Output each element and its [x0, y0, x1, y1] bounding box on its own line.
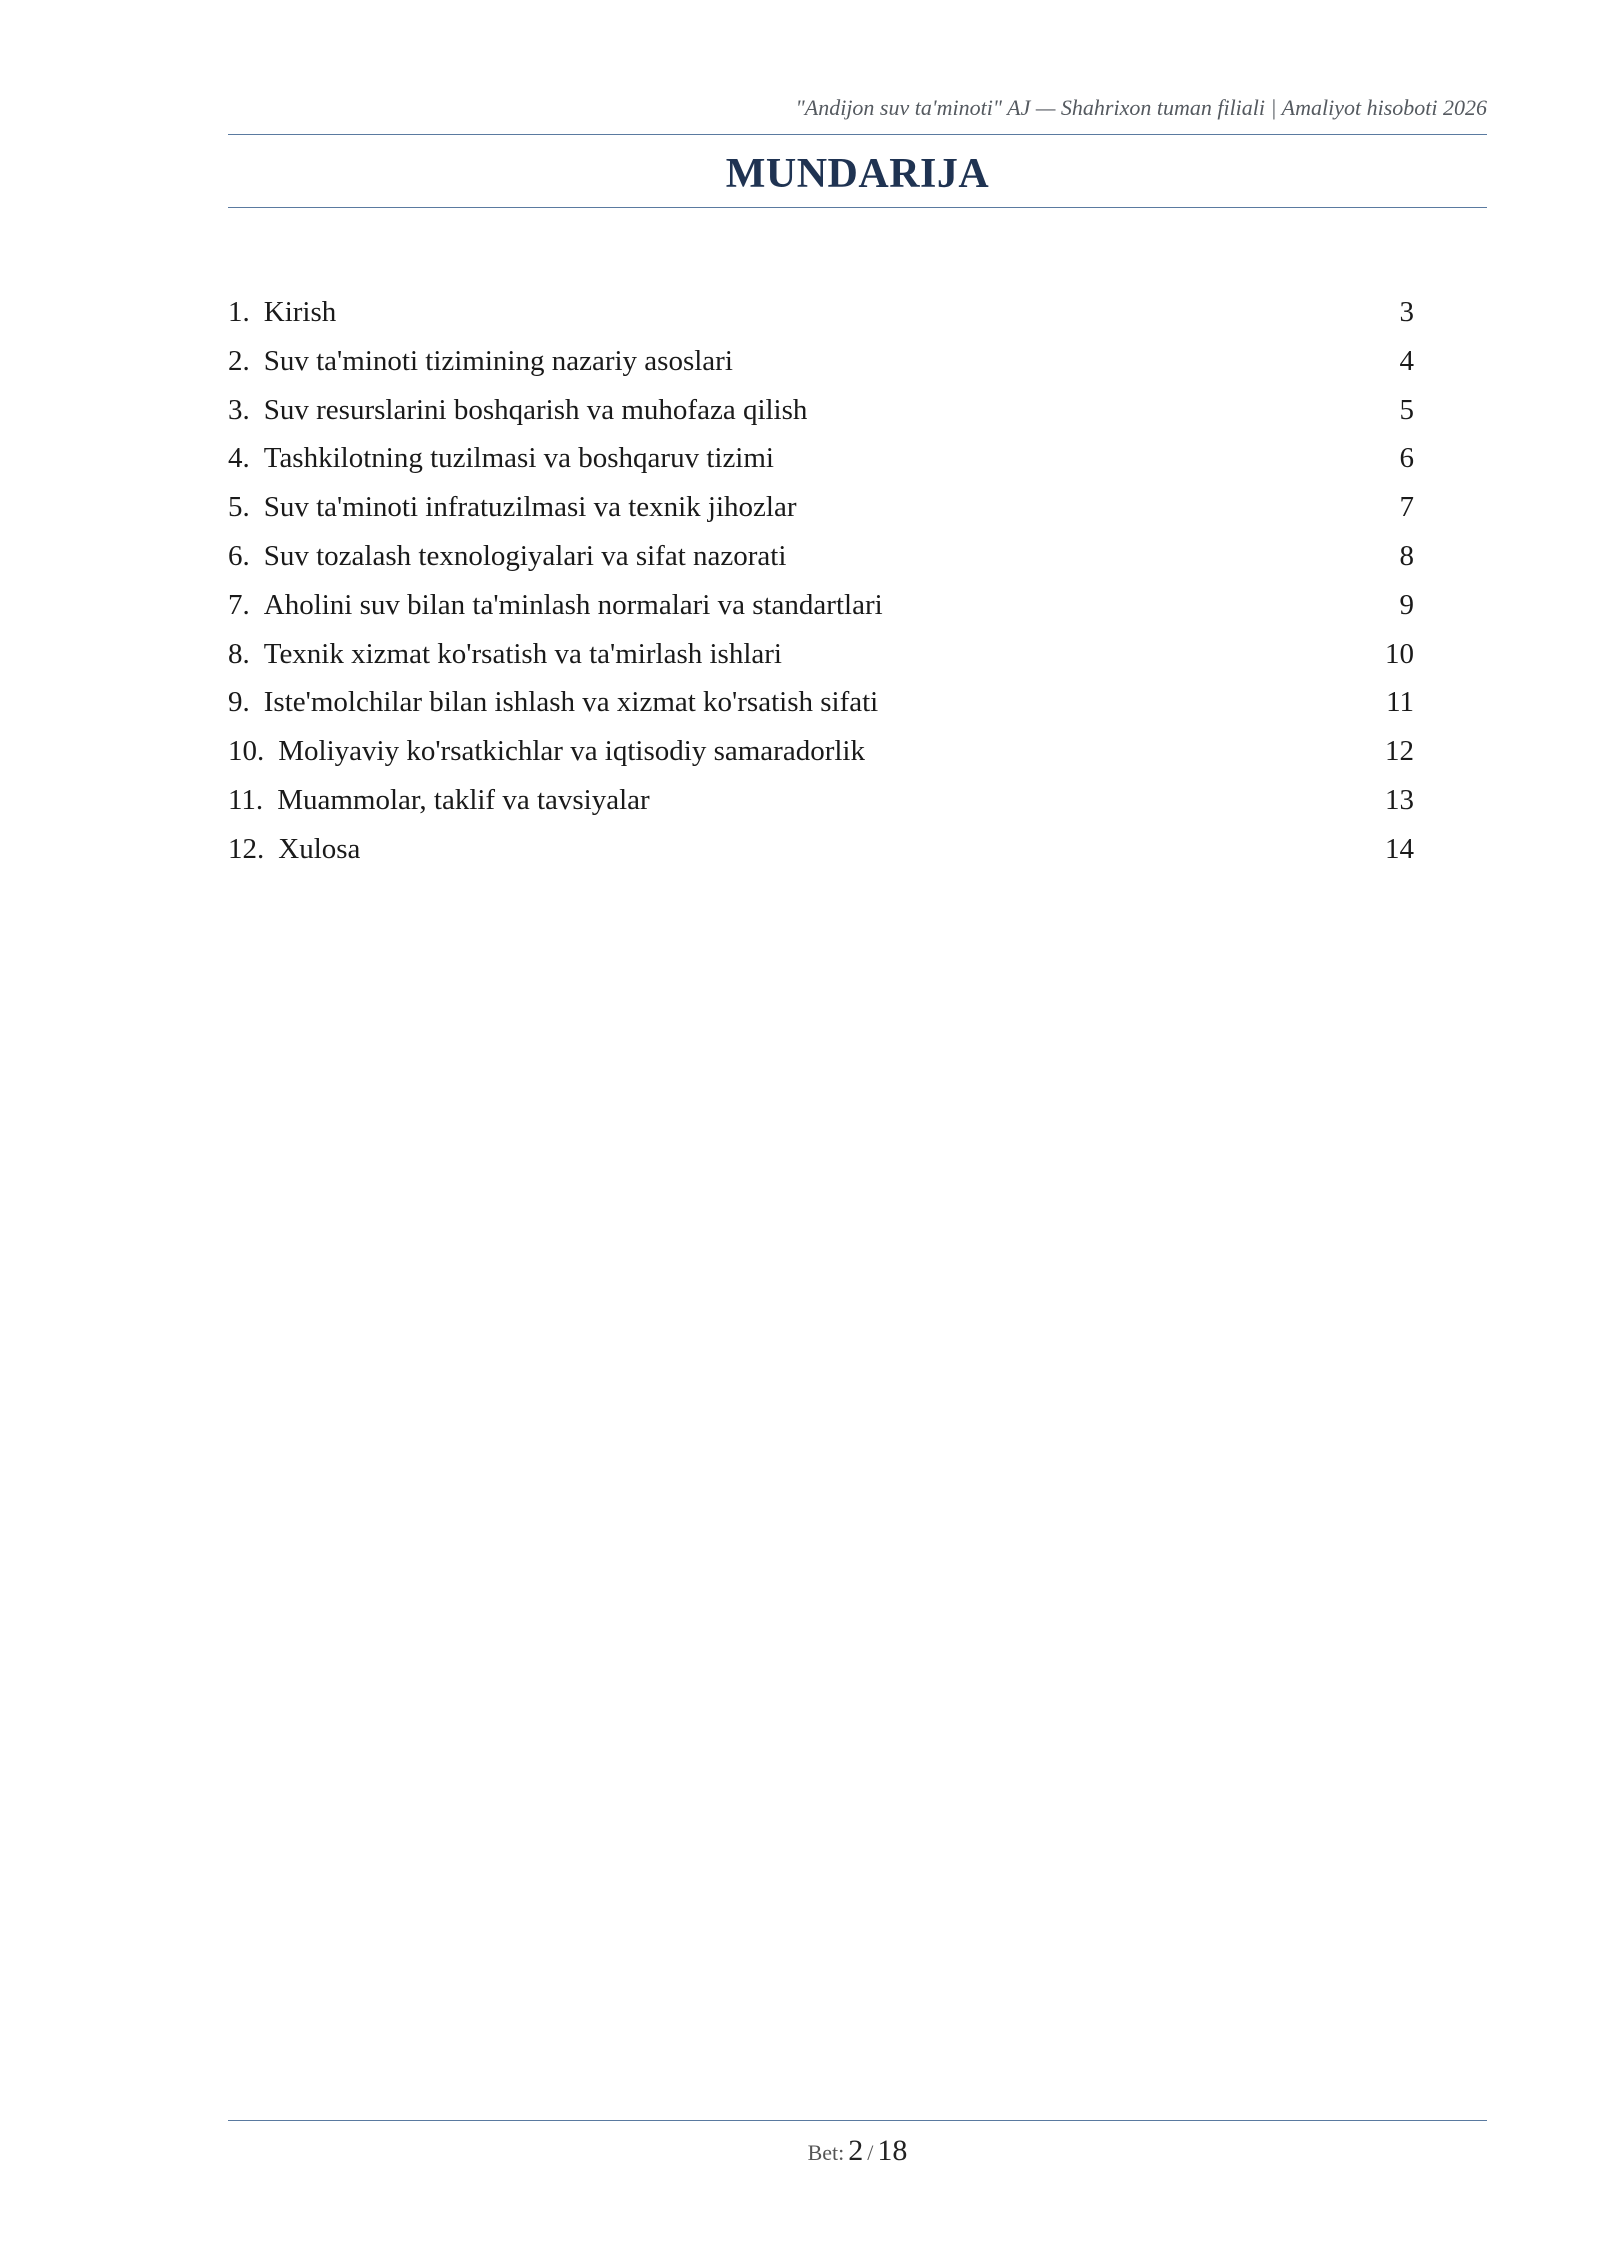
- toc-entry-number: 1.: [228, 296, 250, 328]
- toc-entry-number: 6.: [228, 539, 250, 572]
- page-title: MUNDARIJA: [725, 151, 990, 197]
- toc-entry-number: 10.: [228, 735, 265, 768]
- toc-entry-label: Iste'molchilar bilan ishlash va xizmat ko'rsatish sifati: [263, 686, 879, 719]
- toc-entry[interactable]: [228, 638, 1414, 687]
- toc-entry[interactable]: [228, 394, 1414, 443]
- toc-entry[interactable]: [228, 296, 1414, 345]
- toc-entry-page: 4: [1399, 344, 1414, 377]
- toc-entry-page: 7: [1399, 491, 1414, 524]
- toc-entry-page: 3: [1399, 296, 1414, 328]
- toc-entry-label: Suv resurslarini boshqarish va muhofaza qilish: [263, 393, 808, 426]
- toc-entry[interactable]: [228, 345, 1414, 394]
- toc-entry-page: 8: [1399, 539, 1414, 572]
- toc-entry-page: 12: [1385, 735, 1414, 768]
- toc-entry[interactable]: [228, 686, 1414, 735]
- toc-entry-label: Tashkilotning tuzilmasi va boshqaruv tizimi: [263, 442, 774, 475]
- current-page-number: 2: [848, 2134, 864, 2167]
- toc-entry-label: Kirish: [263, 296, 337, 328]
- toc-entry-page: 10: [1385, 637, 1414, 670]
- toc-entry-number: 9.: [228, 686, 250, 719]
- toc-entry[interactable]: [228, 491, 1414, 540]
- page-number-separator: /: [867, 2140, 874, 2165]
- toc-entry[interactable]: [228, 442, 1414, 491]
- title-rule: [228, 207, 1487, 208]
- toc-entry-page: 9: [1399, 588, 1414, 621]
- toc-entry-label: Suv tozalash texnologiyalari va sifat nazorati: [263, 539, 787, 572]
- running-header: "Andijon suv ta'minoti" AJ — Shahrixon tuman filiali | Amaliyot hisoboti 2026: [795, 95, 1487, 120]
- toc-entry-number: 3.: [228, 393, 250, 426]
- toc-entry-label: Aholini suv bilan ta'minlash normalari va standartlari: [263, 588, 883, 621]
- toc-entry-page: 5: [1399, 393, 1414, 426]
- toc-entry-number: 7.: [228, 588, 250, 621]
- toc-entry-number: 5.: [228, 491, 250, 524]
- toc-entry-number: 2.: [228, 344, 250, 377]
- toc-entry-page: 11: [1386, 686, 1414, 719]
- footer-rule: [228, 2120, 1487, 2121]
- toc-entry-label: Suv ta'minoti infratuzilmasi va texnik jihozlar: [263, 491, 797, 524]
- page-number-label: Bet:: [807, 2140, 845, 2165]
- toc-entry-number: 4.: [228, 442, 250, 475]
- total-page-count: 18: [877, 2134, 908, 2167]
- toc-entry[interactable]: [228, 540, 1414, 589]
- toc-entry-number: 11.: [228, 783, 264, 816]
- toc-entry-page: 13: [1385, 783, 1414, 816]
- toc-entry-page: 14: [1385, 832, 1414, 865]
- toc-entry-label: Muammolar, taklif va tavsiyalar: [277, 783, 650, 816]
- toc-entry[interactable]: [228, 589, 1414, 638]
- toc-entry-label: Suv ta'minoti tizimining nazariy asoslari: [263, 344, 733, 377]
- toc-entry-number: 12.: [228, 832, 265, 865]
- toc-entry-label: Moliyaviy ko'rsatkichlar va iqtisodiy samaradorlik: [278, 735, 865, 768]
- toc-entry-label: Texnik xizmat ko'rsatish va ta'mirlash ishlari: [263, 637, 782, 670]
- page-footer: [228, 2134, 1487, 2168]
- header-rule: [228, 134, 1487, 135]
- toc-entry-label: Xulosa: [278, 832, 361, 865]
- table-of-contents: [228, 296, 1414, 882]
- toc-entry-number: 8.: [228, 637, 250, 670]
- toc-entry[interactable]: [228, 735, 1414, 784]
- toc-entry-page: 6: [1399, 442, 1414, 475]
- toc-entry[interactable]: [228, 784, 1414, 833]
- toc-entry[interactable]: [228, 833, 1414, 882]
